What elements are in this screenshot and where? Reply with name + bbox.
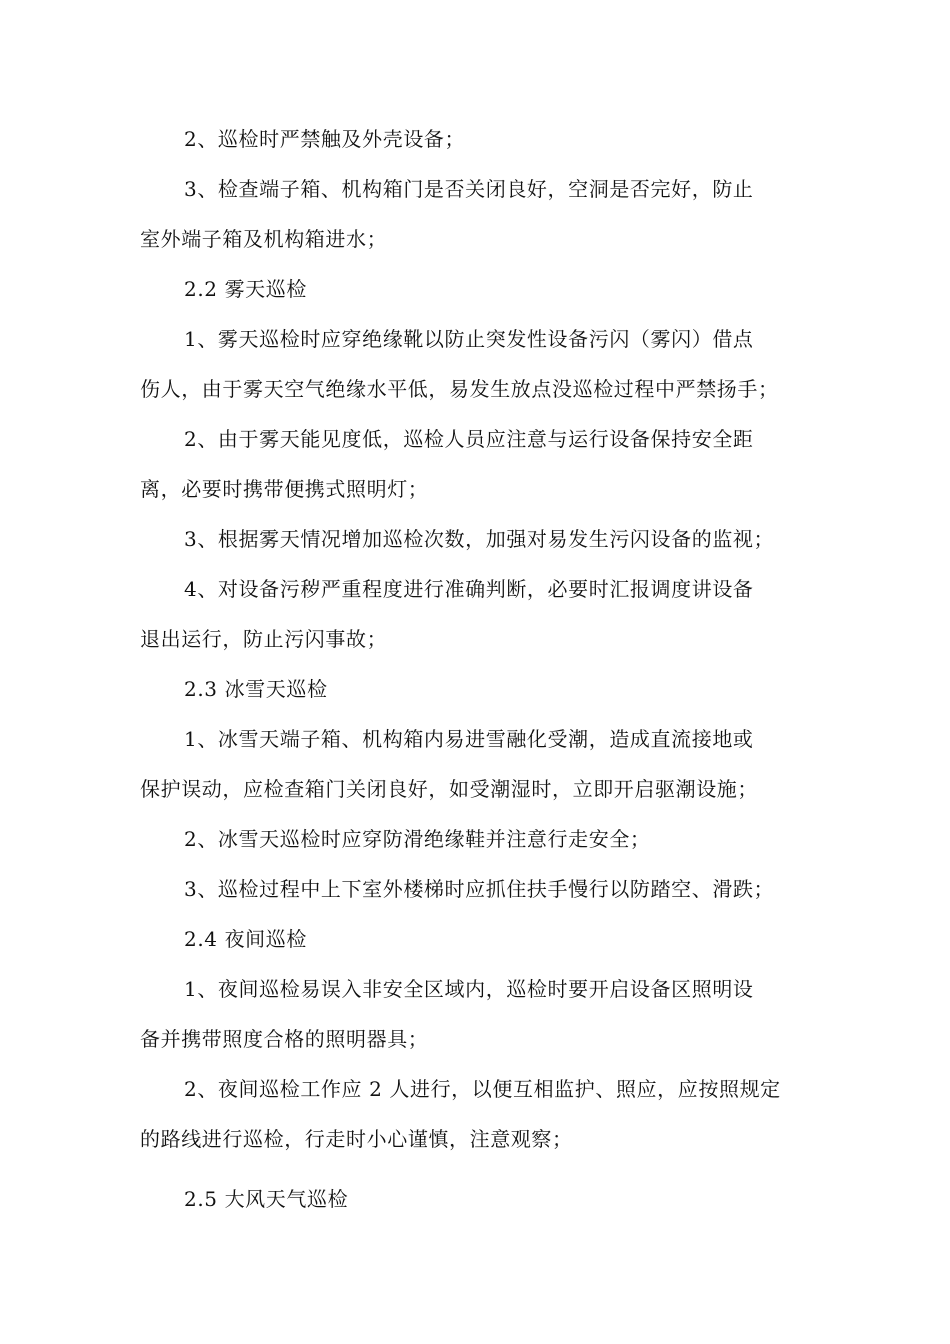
paragraph-line: 1、冰雪天端子箱、机构箱内易进雪融化受潮，造成直流接地或	[184, 727, 754, 751]
paragraph-line: 室外端子箱及机构箱进水；	[140, 227, 388, 251]
paragraph-line: 2、由于雾天能见度低，巡检人员应注意与运行设备保持安全距	[184, 427, 754, 451]
paragraph-line: 的路线进行巡检，行走时小心谨慎，注意观察；	[140, 1127, 573, 1151]
paragraph-line: 2、冰雪天巡检时应穿防滑绝缘鞋并注意行走安全；	[184, 827, 651, 851]
paragraph-line: 退出运行，防止污闪事故；	[140, 627, 388, 651]
paragraph-line: 2、夜间巡检工作应 2 人进行，以便互相监护、照应，应按照规定	[184, 1077, 781, 1101]
section-heading: 2.3 冰雪天巡检	[184, 677, 328, 701]
section-heading: 2.4 夜间巡检	[184, 927, 307, 951]
paragraph-line: 2、巡检时严禁触及外壳设备；	[184, 127, 466, 151]
paragraph-line: 1、雾天巡检时应穿绝缘靴以防止突发性设备污闪（雾闪）借点	[184, 327, 754, 351]
paragraph-line: 离，必要时携带便携式照明灯；	[140, 477, 429, 501]
paragraph-line: 3、检查端子箱、机构箱门是否关闭良好，空洞是否完好，防止	[184, 177, 754, 201]
paragraph-line: 1、夜间巡检易误入非安全区域内，巡检时要开启设备区照明设	[184, 977, 754, 1001]
paragraph-line: 备并携带照度合格的照明器具；	[140, 1027, 429, 1051]
section-heading: 2.5 大风天气巡检	[184, 1187, 349, 1211]
paragraph-line: 伤人，由于雾天空气绝缘水平低，易发生放点没巡检过程中严禁扬手；	[140, 377, 779, 401]
paragraph-line: 4、对设备污秽严重程度进行准确判断，必要时汇报调度讲设备	[184, 577, 754, 601]
paragraph-line: 保护误动，应检查箱门关闭良好，如受潮湿时，立即开启驱潮设施；	[140, 777, 758, 801]
section-heading: 2.2 雾天巡检	[184, 277, 307, 301]
paragraph-line: 3、根据雾天情况增加巡检次数，加强对易发生污闪设备的监视；	[184, 527, 775, 551]
paragraph-line: 3、巡检过程中上下室外楼梯时应抓住扶手慢行以防踏空、滑跌；	[184, 877, 775, 901]
